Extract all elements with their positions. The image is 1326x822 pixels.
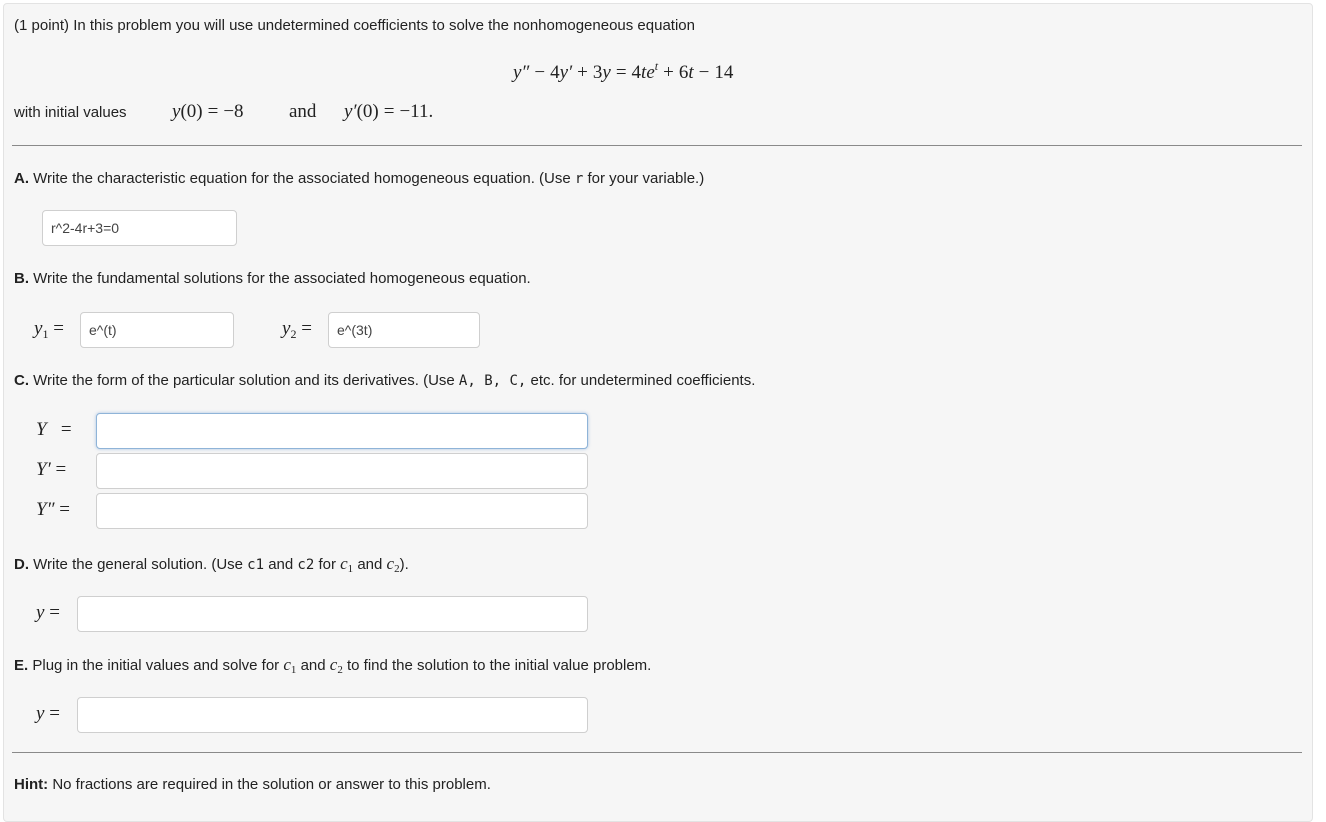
- divider-bottom: [12, 752, 1302, 753]
- part-b-prompt: B. Write the fundamental solutions for the associated homogeneous equation.: [14, 270, 531, 287]
- ivp-solution-label: y =: [36, 703, 60, 724]
- initial-values-and: and: [289, 101, 317, 122]
- particular-solution-Y-double-prime-input[interactable]: [96, 493, 588, 529]
- general-solution-input[interactable]: [77, 596, 588, 632]
- y1-label: $y_1$ =: [34, 318, 64, 341]
- part-e-prompt: E. Plug in the initial values and solve for $c_1$ and $c_2$ to find the solution to the initial value problem.: [14, 655, 652, 676]
- divider-top: [12, 145, 1302, 146]
- initial-value-yprime0: y′(0) = −11.: [344, 101, 434, 122]
- part-a-prompt: A. Write the characteristic equation for the associated homogeneous equation. (Use r for your variable.): [14, 170, 705, 187]
- particular-solution-Y-prime-input[interactable]: [96, 453, 588, 489]
- initial-value-y0: y(0) = −8: [172, 101, 244, 122]
- ivp-solution-input[interactable]: [77, 697, 588, 733]
- hint: Hint: No fractions are required in the solution or answer to this problem.: [14, 776, 491, 793]
- Y-prime-label: Y′ =: [36, 459, 67, 480]
- particular-solution-Y-input[interactable]: [96, 413, 588, 449]
- y2-input[interactable]: [328, 312, 480, 348]
- differential-equation: $y'' - 4y' + 3y = 4te^t + 6t - 14$: [513, 59, 734, 83]
- part-c-prompt: C. Write the form of the particular solution and its derivatives. (Use A, B, C, etc. for undetermined coefficients.: [14, 372, 756, 389]
- Y-label: Y =: [36, 419, 72, 440]
- part-d-prompt: D. Write the general solution. (Use c1 and c2 for $c_1$ and $c_2$).: [14, 554, 409, 575]
- initial-values-label: with initial values: [14, 104, 127, 121]
- general-solution-label: y =: [36, 602, 60, 623]
- problem-statement: (1 point) In this problem you will use undetermined coefficients to solve the nonhomogeneous equation: [14, 17, 695, 34]
- Y-double-prime-label: Y″ =: [36, 499, 70, 520]
- y1-input[interactable]: [80, 312, 234, 348]
- y2-label: $y_2$ =: [282, 318, 312, 341]
- characteristic-equation-input[interactable]: [42, 210, 237, 246]
